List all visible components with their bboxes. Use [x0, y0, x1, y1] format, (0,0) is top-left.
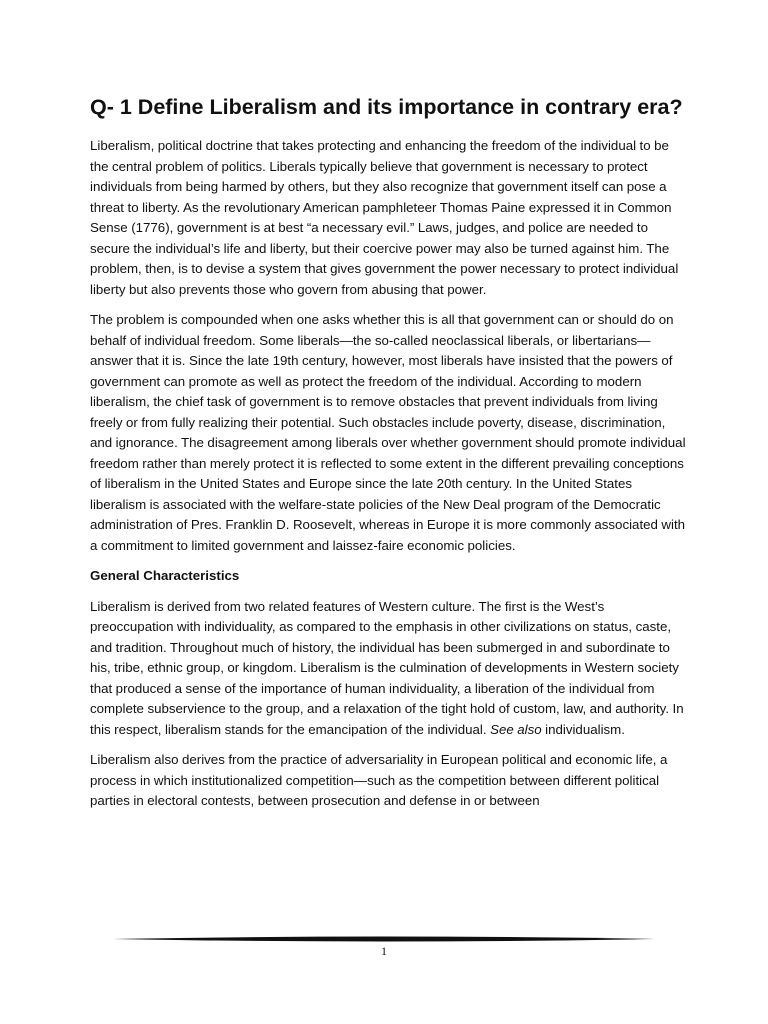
paragraph-modern-liberalism: The problem is compounded when one asks whether this is all that government can or should do on behalf of individual freedom. Some liberals—the so-called neoclassical liberals, or libertarians—answer that it is. Since the late 19th century, however, most liberals have insisted that the powers of government can promote as well as protect the freedom of the individual. According to modern liberalism, the chief task of government is to remove obstacles that prevent individuals from living freely or from fully realizing their potential. Such obstacles include poverty, disease, discrimination, and ignorance. The disagreement among liberals over whether government should promote individual freedom rather than merely protect it is reflected to some extent in the different prevailing conceptions of liberalism in the United States and Europe since the late 20th century. In the United States liberalism is associated with the welfare-state policies of the New Deal program of the Democratic administration of Pres. Franklin D. Roosevelt, whereas in Europe it is more commonly associated with a commitment to limited government and laissez-faire economic policies. — [90, 312, 686, 553]
question-title: Q- 1 Define Liberalism and its importance in contrary era? — [90, 95, 683, 119]
paragraph-characteristics-text: Liberalism is derived from two related features of Western culture. The first is the West’s preoccupation with individuality, as compared to the emphasis in other civilizations on status, caste, and tradition. Throughout much of history, the individual has been submerged in and subordinate to his, tribe, ethnic group, or kingdom. Liberalism is the culmination of developments in Western society that produced a sense of the importance of human individuality, a liberation of the individual from complete subservience to the group, and a relaxation of the tight hold of custom, law, and authority. In this respect, liberalism stands for the emancipation of the individual. — [90, 598, 684, 737]
footer-divider — [113, 936, 655, 942]
see-also-term: individualism. — [545, 721, 625, 737]
see-also-label: See also — [490, 721, 542, 737]
document-page — [90, 92, 686, 822]
paragraph-adversariality: Liberalism also derives from the practice of adversariality in European political and economic life, a process in which institutionalized competition—such as the competition between different political parties in electoral contests, between prosecution and defense in or between — [90, 752, 668, 808]
paragraph-characteristics — [90, 597, 686, 741]
page-number: 1 — [381, 944, 387, 958]
section-heading: General Characteristics — [90, 568, 240, 583]
paragraph-definition: Liberalism, political doctrine that takes protecting and enhancing the freedom of the individual to be the central problem of politics. Liberals typically believe that government is necessary to protect individuals from being harmed by others, but they also recognize that government itself can pose a threat to liberty. As the revolutionary American pamphleteer Thomas Paine expressed it in Common Sense (1776), government is at best “a necessary evil.” Laws, judges, and police are needed to secure the individual’s life and liberty, but their coercive power may also be turned against him. The problem, then, is to devise a system that gives government the power necessary to protect individual liberty but also prevents those who govern from abusing that power. — [90, 138, 679, 297]
